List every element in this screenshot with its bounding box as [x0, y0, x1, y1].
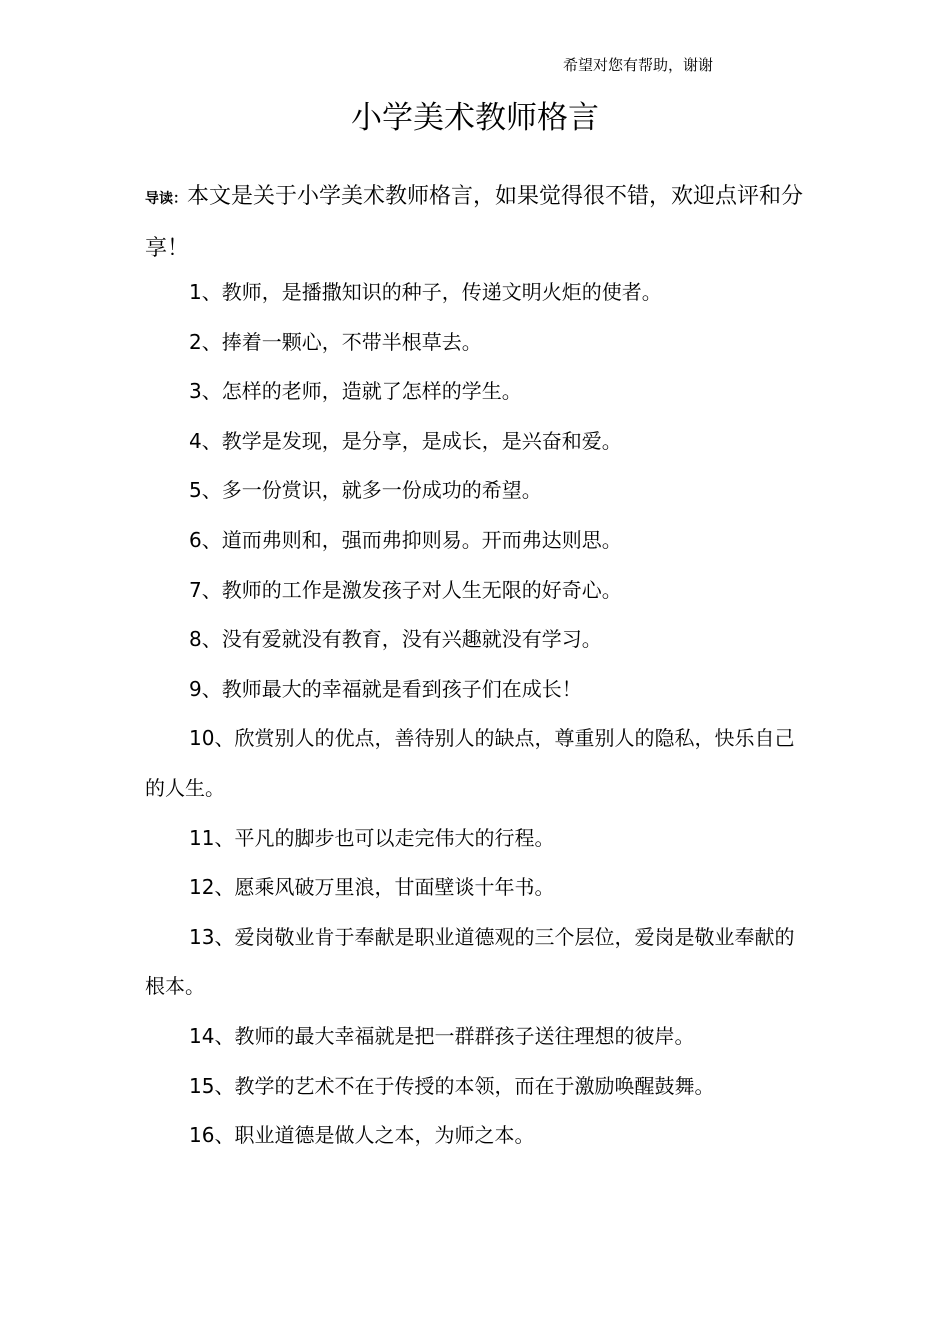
quote-item: 7、教师的工作是激发孩子对人生无限的好奇心。 [189, 577, 622, 602]
quote-item: 10、欣赏别人的优点，善待别人的缺点，尊重别人的隐私，快乐自己的人生。 [145, 726, 795, 800]
quote-item: 14、教师的最大幸福就是把一群群孩子送往理想的彼岸。 [189, 1023, 695, 1048]
intro-paragraph [145, 172, 810, 274]
quote-item: 3、怎样的老师，造就了怎样的学生。 [189, 379, 522, 404]
header-note: 希望对您有帮助，谢谢 [563, 56, 714, 74]
quote-item: 2、捧着一颗心，不带半根草去。 [189, 329, 482, 354]
quote-item: 8、没有爱就没有教育，没有兴趣就没有学习。 [189, 627, 602, 652]
quote-item: 13、爱岗敬业肯于奉献是职业道德观的三个层位，爱岗是敬业奉献的根本。 [145, 924, 795, 999]
quote-item: 6、道而弗则和，强而弗抑则易。开而弗达则思。 [189, 527, 622, 552]
quote-item: 12、愿乘风破万里浪，甘面壁谈十年书。 [189, 875, 555, 900]
page-title: 小学美术教师格言 [351, 100, 599, 136]
intro-label: 导读： [145, 191, 187, 207]
quote-item: 11、平凡的脚步也可以走完伟大的行程。 [189, 825, 555, 850]
quote-list [145, 268, 810, 1161]
quote-item: 4、教学是发现，是分享，是成长，是兴奋和爱。 [189, 428, 622, 453]
quote-item: 16、职业道德是做人之本，为师之本。 [189, 1123, 535, 1148]
quote-item: 5、多一份赏识，就多一份成功的希望。 [189, 478, 542, 503]
intro-text: 本文是关于小学美术教师格言，如果觉得很不错，欢迎点评和分享！ [145, 184, 804, 261]
quote-item: 9、教师最大的幸福就是看到孩子们在成长！ [189, 676, 582, 701]
quote-item: 15、教学的艺术不在于传授的本领，而在于激励唤醒鼓舞。 [189, 1073, 715, 1098]
quote-item: 1、教师，是播撒知识的种子，传递文明火炬的使者。 [189, 280, 662, 304]
